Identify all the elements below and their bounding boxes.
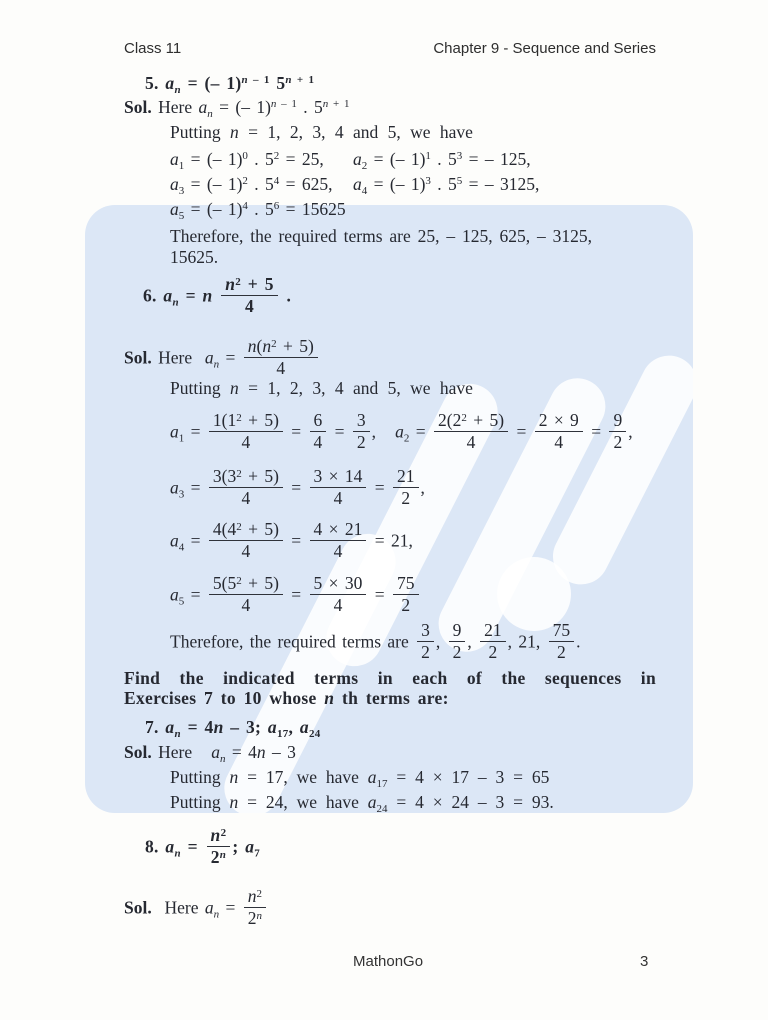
math-line-find-heading-1: Find the indicated terms in each of the sequences in xyxy=(124,668,656,688)
math-line-p6-sol: Sol. Here $a_n$ = $\frac{n(n^2 + 5)}{4}$ xyxy=(124,338,320,381)
math-line-p8-title: 8. $a_n$ = $\frac{n^2}{2^n}$ ; $a_7$ xyxy=(145,825,261,867)
math-line-p8-sol: Sol. Here $a_n$ = $\frac{n^2}{2^n}$ xyxy=(124,888,268,931)
math-line-p6-a1-a2: $a_1$ = $\frac{1(1^2 + 5)}{4}$ = $\frac{6}{4}$ = $\frac{3}{2}$ , $a_2$ = $\frac{2(2^2 + 5)}{4}$ = $\frac{2 \times 9}{4}$ = $\frac{9}{2}$ , xyxy=(170,410,633,452)
math-line-p5-therefore-2: 15625. xyxy=(170,247,219,267)
math-line-p5-a1: $a_1$ = (– 1)$^0$ . $5^2 = 25$, xyxy=(170,149,324,172)
math-line-p6-title: 6. $a_n = n$ $\frac{n^2 + 5}{4}$ . xyxy=(143,274,292,316)
math-line-p7-putting-17: Putting n = 17, we have $a_{17} = 4 \times 17 - 3 = 65$ xyxy=(170,767,550,790)
header-class-label: Class 11 xyxy=(124,40,182,57)
math-line-p6-putting: Putting n = 1, 2, 3, 4 and 5, we have xyxy=(170,378,473,398)
math-line-p5-a3: $a_3$ = (– 1)$^2$ . $5^4 = 625$, xyxy=(170,174,333,197)
footer-page-number: 3 xyxy=(640,953,649,970)
math-line-find-heading-2: Exercises 7 to 10 whose n th terms are: xyxy=(124,688,449,708)
math-line-p6-a3: $a_3$ = $\frac{3(3^2 + 5)}{4}$ = $\frac{3 \times 14}{4}$ = $\frac{21}{2}$ , xyxy=(170,466,425,508)
math-line-p6-a5: $a_5$ = $\frac{5(5^2 + 5)}{4}$ = $\frac{5 \times 30}{4}$ = $\frac{75}{2}$ xyxy=(170,575,421,618)
math-line-p5-therefore-1: Therefore, the required terms are 25, – 125, 625, – 3125, xyxy=(170,226,593,246)
math-line-p6-a4: $a_4$ = $\frac{4(4^2 + 5)}{4}$ = $\frac{4 \times 21}{4}$ = 21, xyxy=(170,519,413,561)
math-line-p5-a2: $a_2$ = (– 1)$^1$ . $5^3$ = – 125, xyxy=(353,149,531,172)
header-chapter-label: Chapter 9 - Sequence and Series xyxy=(433,40,656,57)
math-line-p7-title: 7. $a_n = 4n - 3$; $a_{17}$, $a_{24}$ xyxy=(145,717,321,740)
math-line-p5-a5: $a_5$ = (– 1)$^4$ . $5^6 = 15625$ xyxy=(170,199,346,222)
math-line-p5-sol: Sol. Here $a_n$ = (– 1)$^{n - 1}$ . $5^{n + 1}$ xyxy=(124,97,350,120)
math-line-p7-putting-24: Putting n = 24, we have $a_{24} = 4 \times 24 - 3 = 93$. xyxy=(170,792,554,815)
math-line-p5-putting: Putting n = 1, 2, 3, 4 and 5, we have xyxy=(170,122,473,142)
math-line-p5-a4: $a_4$ = (– 1)$^3$ . $5^5$ = – 3125, xyxy=(353,174,540,197)
math-line-p6-therefore: Therefore, the required terms are $\frac{3}{2}$ , $\frac{9}{2}$ , $\frac{21}{2}$ , 21, $\frac{75}{2}$ . xyxy=(170,620,581,662)
math-line-p7-sol: Sol. Here $a_n = 4n - 3$ xyxy=(124,742,296,765)
footer-brand: MathonGo xyxy=(353,953,424,970)
math-line-p5-title: 5. $a_n$ = (– 1)$^{n - 1}$ $5^{n + 1}$ xyxy=(145,73,315,96)
